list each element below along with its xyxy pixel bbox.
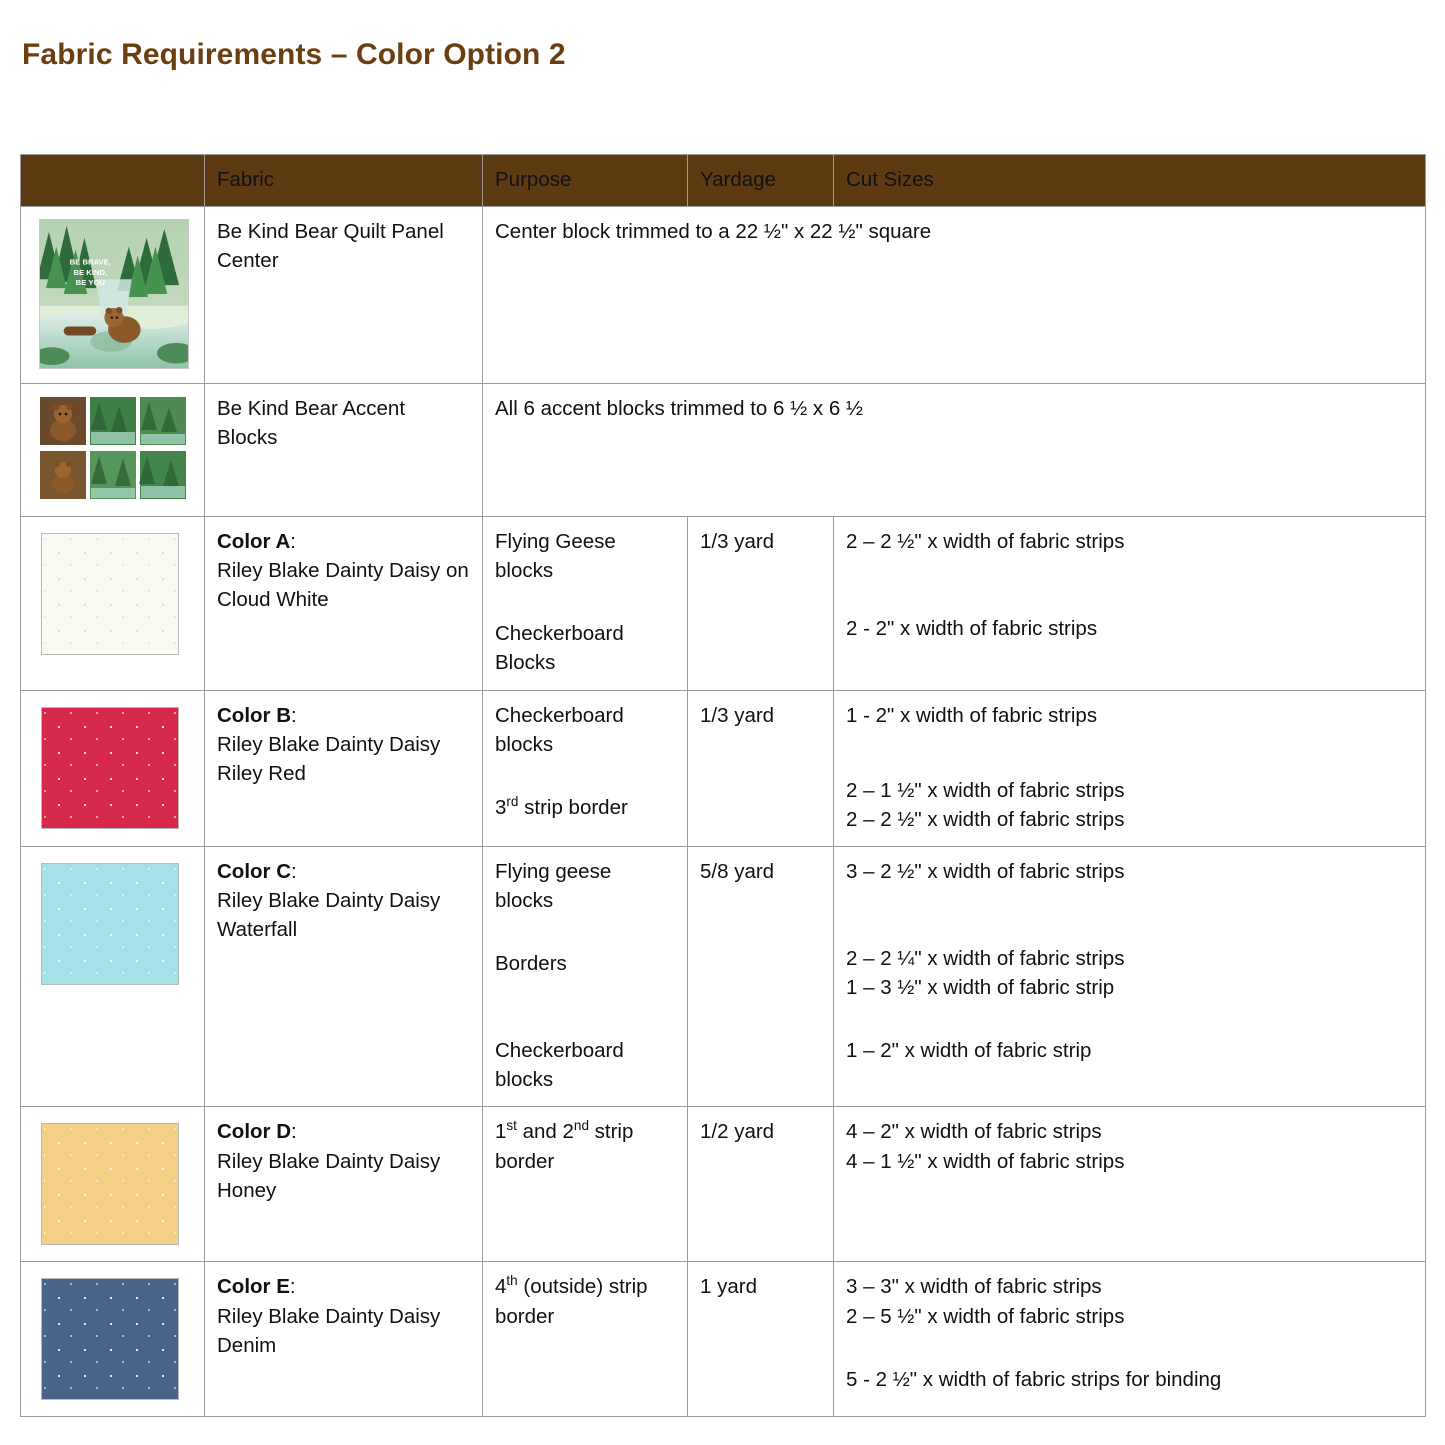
fabric-name-color-d: Color D: Riley Blake Dainty Daisy Honey xyxy=(205,1107,483,1262)
fabric-name-color-b: Color B: Riley Blake Dainty Daisy Riley Red xyxy=(205,690,483,846)
cut-color-a-line2: 2 - 2" x width of fabric strips xyxy=(846,617,1098,641)
fabric-requirements-table xyxy=(20,154,1426,1417)
fabric-label-color-a: Color A xyxy=(217,530,291,554)
purpose-color-c xyxy=(483,846,688,1107)
fabric-label-color-b: Color B xyxy=(217,703,292,727)
fabric-label-color-d: Color D xyxy=(217,1120,292,1144)
cut-color-d-line1: 4 – 2" x width of fabric strips xyxy=(846,1120,1102,1144)
fabric-desc-color-d: Riley Blake Dainty Daisy Honey xyxy=(217,1149,441,1202)
table-row xyxy=(21,1107,1426,1262)
accent-blocks-image xyxy=(39,396,191,502)
swatch-cell-color-e xyxy=(21,1262,205,1417)
cut-color-b-line3: 2 – 2 ½" x width of fabric strips xyxy=(846,807,1125,831)
panel-text-line2: BE KIND, xyxy=(73,267,108,277)
fabric-name-color-e: Color E: Riley Blake Dainty Daisy Denim xyxy=(205,1262,483,1417)
table-row xyxy=(21,517,1426,690)
fabric-name-panel-center: Be Kind Bear Quilt Panel Center xyxy=(205,207,483,384)
fabric-desc-color-c: Riley Blake Dainty Daisy Waterfall xyxy=(217,888,441,942)
table-row xyxy=(21,207,1426,384)
table-row xyxy=(21,1262,1426,1417)
cut-sizes-color-b xyxy=(834,690,1426,846)
yardage-color-a: 1/3 yard xyxy=(688,517,834,690)
cut-color-a-line1: 2 – 2 ½" x width of fabric strips xyxy=(846,530,1125,554)
fabric-name-accent-blocks: Be Kind Bear Accent Blocks xyxy=(205,384,483,517)
cut-sizes-color-d xyxy=(834,1107,1426,1262)
purpose-color-b-line1: Checkerboard blocks xyxy=(495,703,624,756)
swatch-cell-color-a xyxy=(21,517,205,690)
fabric-name-color-c: Color C: Riley Blake Dainty Daisy Waterfall xyxy=(205,846,483,1107)
header-cut-sizes: Cut Sizes xyxy=(834,155,1426,207)
cut-color-e-line3: 5 - 2 ½" x width of fabric strips for binding xyxy=(846,1367,1222,1391)
fabric-desc-color-b: Riley Blake Dainty Daisy Riley Red xyxy=(217,732,441,785)
fabric-desc-color-a: Riley Blake Dainty Daisy on Cloud White xyxy=(217,559,469,612)
cut-color-c-line3: 1 – 3 ½" x width of fabric strip xyxy=(846,976,1115,1000)
cut-color-e-line2: 2 – 5 ½" x width of fabric strips xyxy=(846,1304,1125,1328)
cut-color-b-line2: 2 – 1 ½" x width of fabric strips xyxy=(846,778,1125,802)
purpose-color-c-line3: Checkerboard blocks xyxy=(495,1039,624,1092)
panel-text-line3: BE YOU xyxy=(75,278,105,288)
panel-text-line1: BE BRAVE, xyxy=(69,257,111,267)
purpose-color-c-line2: Borders xyxy=(495,952,567,976)
cut-size-accent-blocks: All 6 accent blocks trimmed to 6 ½ x 6 ½ xyxy=(483,384,1426,517)
cut-sizes-color-c xyxy=(834,846,1426,1107)
yardage-color-e: 1 yard xyxy=(688,1262,834,1417)
panel-center-image-cell xyxy=(21,207,205,384)
table-row xyxy=(21,846,1426,1107)
header-yardage: Yardage xyxy=(688,155,834,207)
swatch-cell-color-c xyxy=(21,846,205,1107)
riley-red-swatch xyxy=(41,707,179,829)
fabric-name-color-a: Color A: Riley Blake Dainty Daisy on Cloud White xyxy=(205,517,483,690)
header-swatch xyxy=(21,155,205,207)
cut-color-d-line2: 4 – 1 ½" x width of fabric strips xyxy=(846,1149,1125,1173)
quilt-panel-center-image xyxy=(39,219,189,369)
swatch-cell-color-b xyxy=(21,690,205,846)
header-purpose: Purpose xyxy=(483,155,688,207)
cut-color-b-line1: 1 - 2" x width of fabric strips xyxy=(846,703,1098,727)
fabric-desc-color-e: Riley Blake Dainty Daisy Denim xyxy=(217,1304,441,1357)
cut-color-c-line4: 1 – 2" x width of fabric strip xyxy=(846,1039,1092,1063)
fabric-label-color-e: Color E xyxy=(217,1275,290,1299)
purpose-color-a-line2: Checkerboard Blocks xyxy=(495,622,624,675)
accent-blocks-image-cell xyxy=(21,384,205,517)
denim-swatch xyxy=(41,1278,179,1400)
yardage-color-c: 5/8 yard xyxy=(688,846,834,1107)
purpose-color-e-line1: 4th (outside) strip border xyxy=(495,1273,648,1328)
cut-color-e-line1: 3 – 3" x width of fabric strips xyxy=(846,1275,1102,1299)
purpose-color-d-line1: 1st and 2nd strip border xyxy=(495,1118,634,1173)
purpose-color-c-line1: Flying geese blocks xyxy=(495,859,612,912)
waterfall-swatch xyxy=(41,863,179,985)
purpose-color-a xyxy=(483,517,688,690)
header-fabric: Fabric xyxy=(205,155,483,207)
yardage-color-b: 1/3 yard xyxy=(688,690,834,846)
cut-sizes-color-a xyxy=(834,517,1426,690)
table-header-row xyxy=(21,155,1426,207)
page-title: Fabric Requirements – Color Option 2 xyxy=(22,38,566,71)
cloud-white-swatch xyxy=(41,533,179,655)
cut-sizes-color-e xyxy=(834,1262,1426,1417)
cut-color-c-line1: 3 – 2 ½" x width of fabric strips xyxy=(846,859,1125,883)
purpose-color-a-line1: Flying Geese blocks xyxy=(495,530,616,583)
yardage-color-d: 1/2 yard xyxy=(688,1107,834,1262)
purpose-color-b xyxy=(483,690,688,846)
swatch-cell-color-d xyxy=(21,1107,205,1262)
purpose-color-e xyxy=(483,1262,688,1417)
table-row xyxy=(21,384,1426,517)
purpose-color-d xyxy=(483,1107,688,1262)
cut-color-c-line2: 2 – 2 ¼" x width of fabric strips xyxy=(846,946,1125,970)
honey-swatch xyxy=(41,1123,179,1245)
cut-size-panel-center: Center block trimmed to a 22 ½" x 22 ½" square xyxy=(483,207,1426,384)
purpose-color-b-line2: 3rd strip border xyxy=(495,793,628,819)
fabric-label-color-c: Color C xyxy=(217,859,292,883)
table-row xyxy=(21,690,1426,846)
